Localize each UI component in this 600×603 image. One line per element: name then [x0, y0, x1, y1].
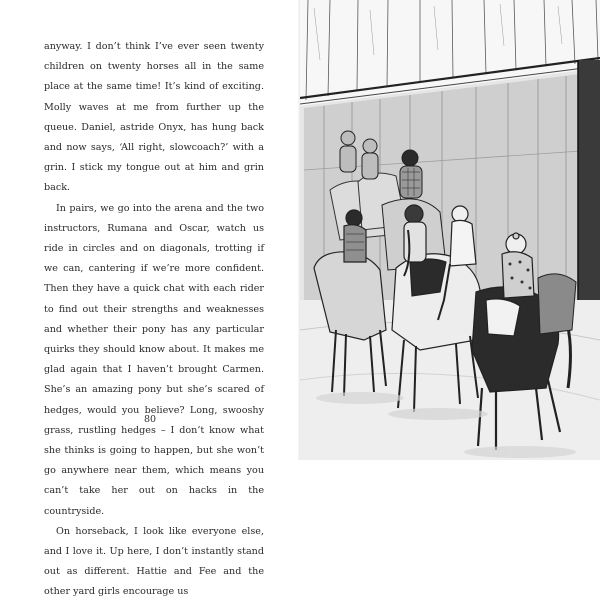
right-page: [300, 0, 600, 460]
left-page: [0, 0, 300, 598]
paragraph: anyway. I don’t think I’ve ever seen twenty children on twenty horses all in the same place at the same time! It’s kind of exciting. Molly waves at me from further up the queue. Daniel, astride Onyx, has hung back and now says, ‘All right, slowcoach?’ with a grin. I stick my tongue out at him and grin back.: [44, 41, 264, 194]
riders-on-ponies-entering-barn-icon: [300, 0, 600, 460]
paragraph: On horseback, I look like everyone else, and I love it. Up here, I don’t instantly stand out as different. Hattie and Fee and the other yard girls encourage us: [44, 525, 264, 598]
body-text: [44, 37, 264, 603]
paragraph: In pairs, we go into the arena and the two instructors, Rumana and Oscar, watch us ride in circles and on diagonals, trotting if we can, cantering if we’re more confident. Then they have a quick chat with each rider to find out their strengths and weaknesses and whether their pony has any particular quirks they should know about. It makes me glad again that I haven’t brought Carmen. She’s an amazing pony but she’s scared of hedges, would you believe? Long, swooshy grass, rustling hedges – I don’t know what she thinks is going to happen, but she won’t go anywhere near them, which means you can’t take her out on hacks in the countryside.: [44, 202, 264, 517]
page-number: 80: [143, 414, 157, 425]
